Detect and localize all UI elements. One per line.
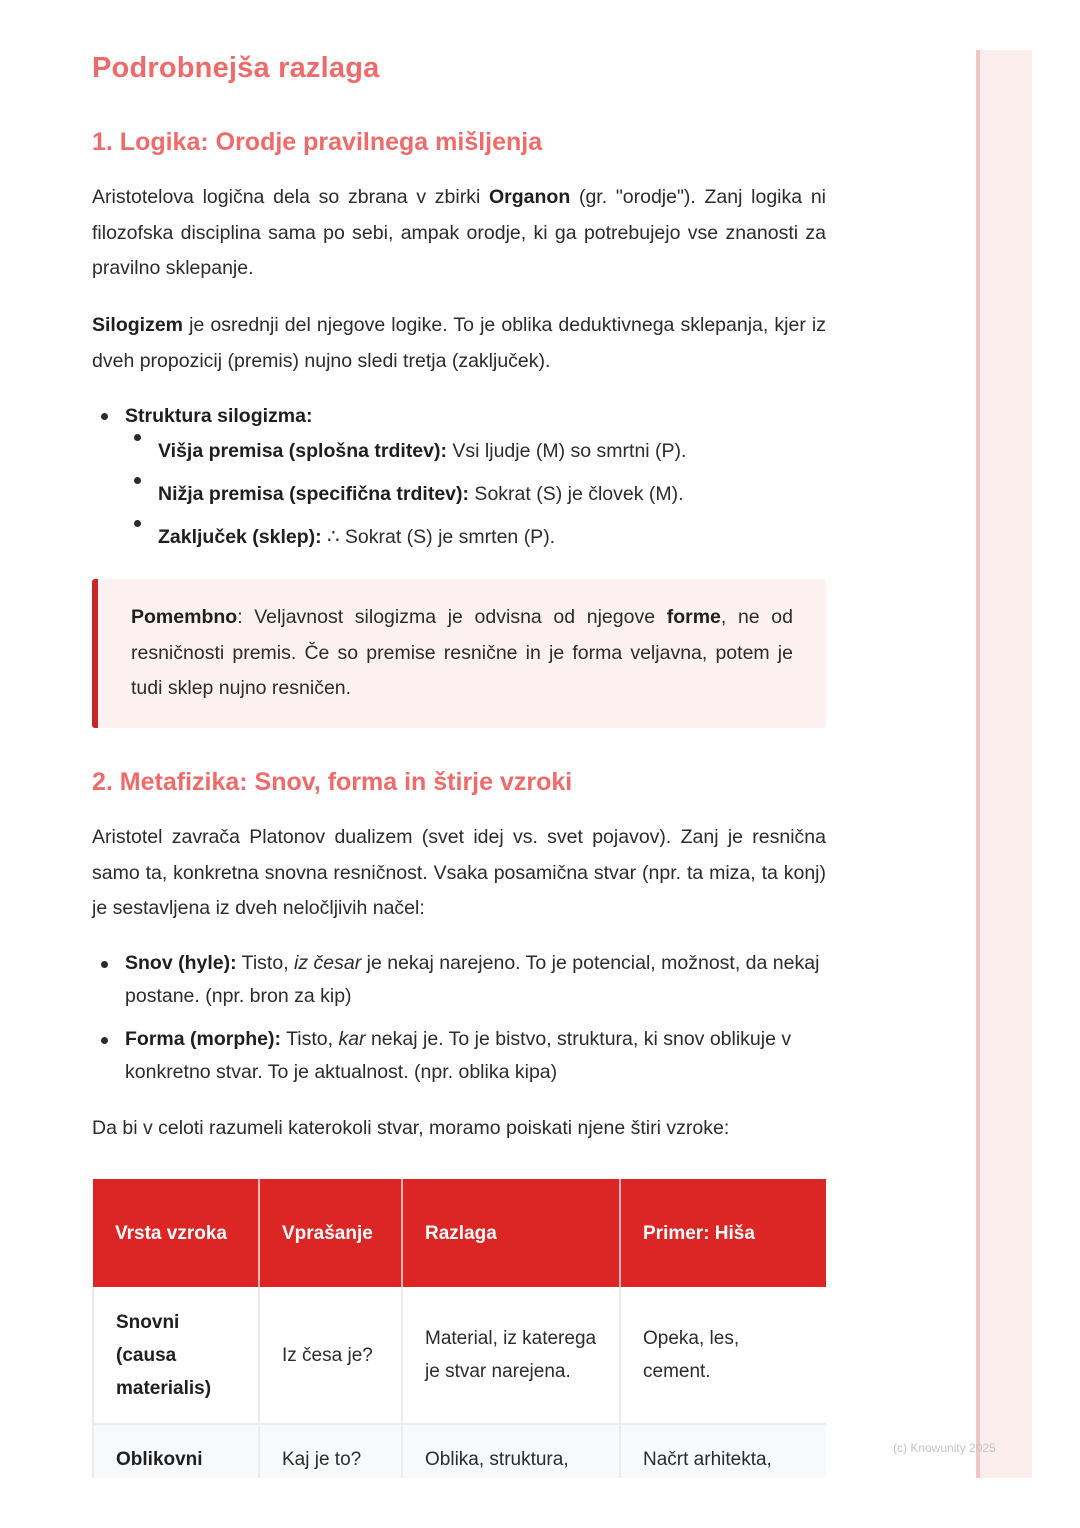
premise-minor-text: Sokrat (S) je človek (M).: [469, 483, 684, 505]
forma-label: Forma (morphe):: [125, 1028, 281, 1050]
section1-paragraph-2: [92, 308, 826, 379]
premise-minor-label: Nižja premisa (specifična trditev):: [158, 483, 470, 505]
table-cell: Načrt arhitekta,: [620, 1424, 826, 1478]
table-cell: Material, iz katerega je stvar narejena.: [402, 1287, 620, 1424]
table-cell: Opeka, les, cement.: [620, 1287, 826, 1424]
list-item-premise-major: [125, 434, 826, 469]
header-example: Primer: Hiša: [620, 1179, 826, 1287]
conclusion-label: Zaključek (sklep):: [158, 526, 322, 548]
list-item-conclusion: [125, 520, 826, 555]
section2-paragraph-2: Da bi v celoti razumeli katerokoli stvar, moramo poiskati njene štiri vzroke:: [92, 1117, 730, 1139]
margin-line: [976, 50, 980, 1478]
section2-paragraph-1: Aristotel zavrača Platonov dualizem (svet idej vs. svet pojavov). Zanj je resnična samo ta, konkretna snovna resničnost. Vsaka posamična stvar (npr. ta miza, ta konj) je sestavljena iz dveh neločljivih načel:: [92, 826, 826, 919]
section2-heading: 2. Metafizika: Snov, forma in štirje vzroki: [92, 768, 573, 796]
snov-text-2: je nekaj narejeno. To je potencial, možnost, da nekaj postane. (npr. bron za kip): [125, 952, 820, 1007]
section1-heading: 1. Logika: Orodje pravilnega mišljenja: [92, 128, 543, 156]
table-cell: Snovni (causa materialis): [93, 1287, 259, 1424]
structure-sublist: [125, 434, 826, 555]
page-title: Podrobnejša razlaga: [92, 52, 380, 84]
table-cell: Iz česa je?: [259, 1287, 402, 1424]
header-explanation: Razlaga: [402, 1179, 620, 1287]
callout-accent-bar: [92, 579, 98, 728]
premise-major-text: Vsi ljudje (M) so smrtni (P).: [447, 440, 687, 462]
margin-strip: [976, 50, 1032, 1478]
callout-text-2: , ne od resničnosti premis. Če so premise resnične in je forma veljavna, potem je tudi sklep nujno resničen.: [131, 606, 793, 699]
header-cause-type: Vrsta vzroka: [93, 1179, 259, 1287]
list-item-forma: [92, 1023, 826, 1088]
p1-text-before: Aristotelova logična dela so zbrana v zbirki: [92, 186, 489, 208]
forme-term: forme: [666, 606, 721, 628]
table-cell: Oblikovni: [93, 1424, 259, 1478]
callout-label: Pomembno: [131, 606, 238, 628]
structure-list: [92, 399, 826, 555]
forma-text-1: Tisto,: [281, 1028, 339, 1050]
causes-table-container: [92, 1179, 826, 1478]
premise-major-label: Višja premisa (splošna trditev):: [158, 440, 447, 462]
list-item-snov: [92, 947, 826, 1012]
forma-text-2: nekaj je. To je bistvo, struktura, ki snov oblikuje v konkretno stvar. To je aktualnost. (npr. oblika kipa): [125, 1028, 792, 1083]
conclusion-text: ∴ Sokrat (S) je smrten (P).: [321, 526, 556, 548]
callout-text-1: : Veljavnost silogizma je odvisna od njegove: [237, 606, 667, 628]
structure-label: Struktura silogizma:: [125, 405, 313, 427]
snov-label: Snov (hyle):: [125, 952, 237, 974]
table-cell: Oblika, struktura,: [402, 1424, 620, 1478]
p2-text-after: je osrednji del njegove logike. To je oblika deduktivnega sklepanja, kjer iz dveh propozicij (premis) nujno sledi tretja (zaključek).: [92, 314, 826, 372]
table-header-row: [93, 1179, 826, 1287]
snov-emphasis: iz česar: [294, 952, 362, 974]
section1-paragraph-1: [92, 180, 826, 287]
table-row: [93, 1287, 826, 1424]
list-item-structure: [92, 399, 826, 555]
table-cell: Kaj je to?: [259, 1424, 402, 1478]
table-row: [93, 1424, 826, 1478]
callout-text: [131, 600, 793, 707]
list-item-premise-minor: [125, 477, 826, 512]
important-callout: [92, 579, 826, 728]
matter-form-list: [92, 947, 826, 1088]
causes-table: [92, 1179, 826, 1478]
forma-emphasis: kar: [338, 1028, 366, 1050]
p1-text-after: (gr. "orodje"). Zanj logika ni filozofska disciplina sama po sebi, ampak orodje, ki ga potrebujejo vse znanosti za pravilno sklepanje.: [92, 186, 826, 279]
snov-text-1: Tisto,: [236, 952, 295, 974]
watermark: (c) Knowunity 2025: [893, 1441, 996, 1455]
header-question: Vprašanje: [259, 1179, 402, 1287]
silogizem-term: Silogizem: [92, 314, 184, 336]
organon-term: Organon: [489, 186, 571, 208]
